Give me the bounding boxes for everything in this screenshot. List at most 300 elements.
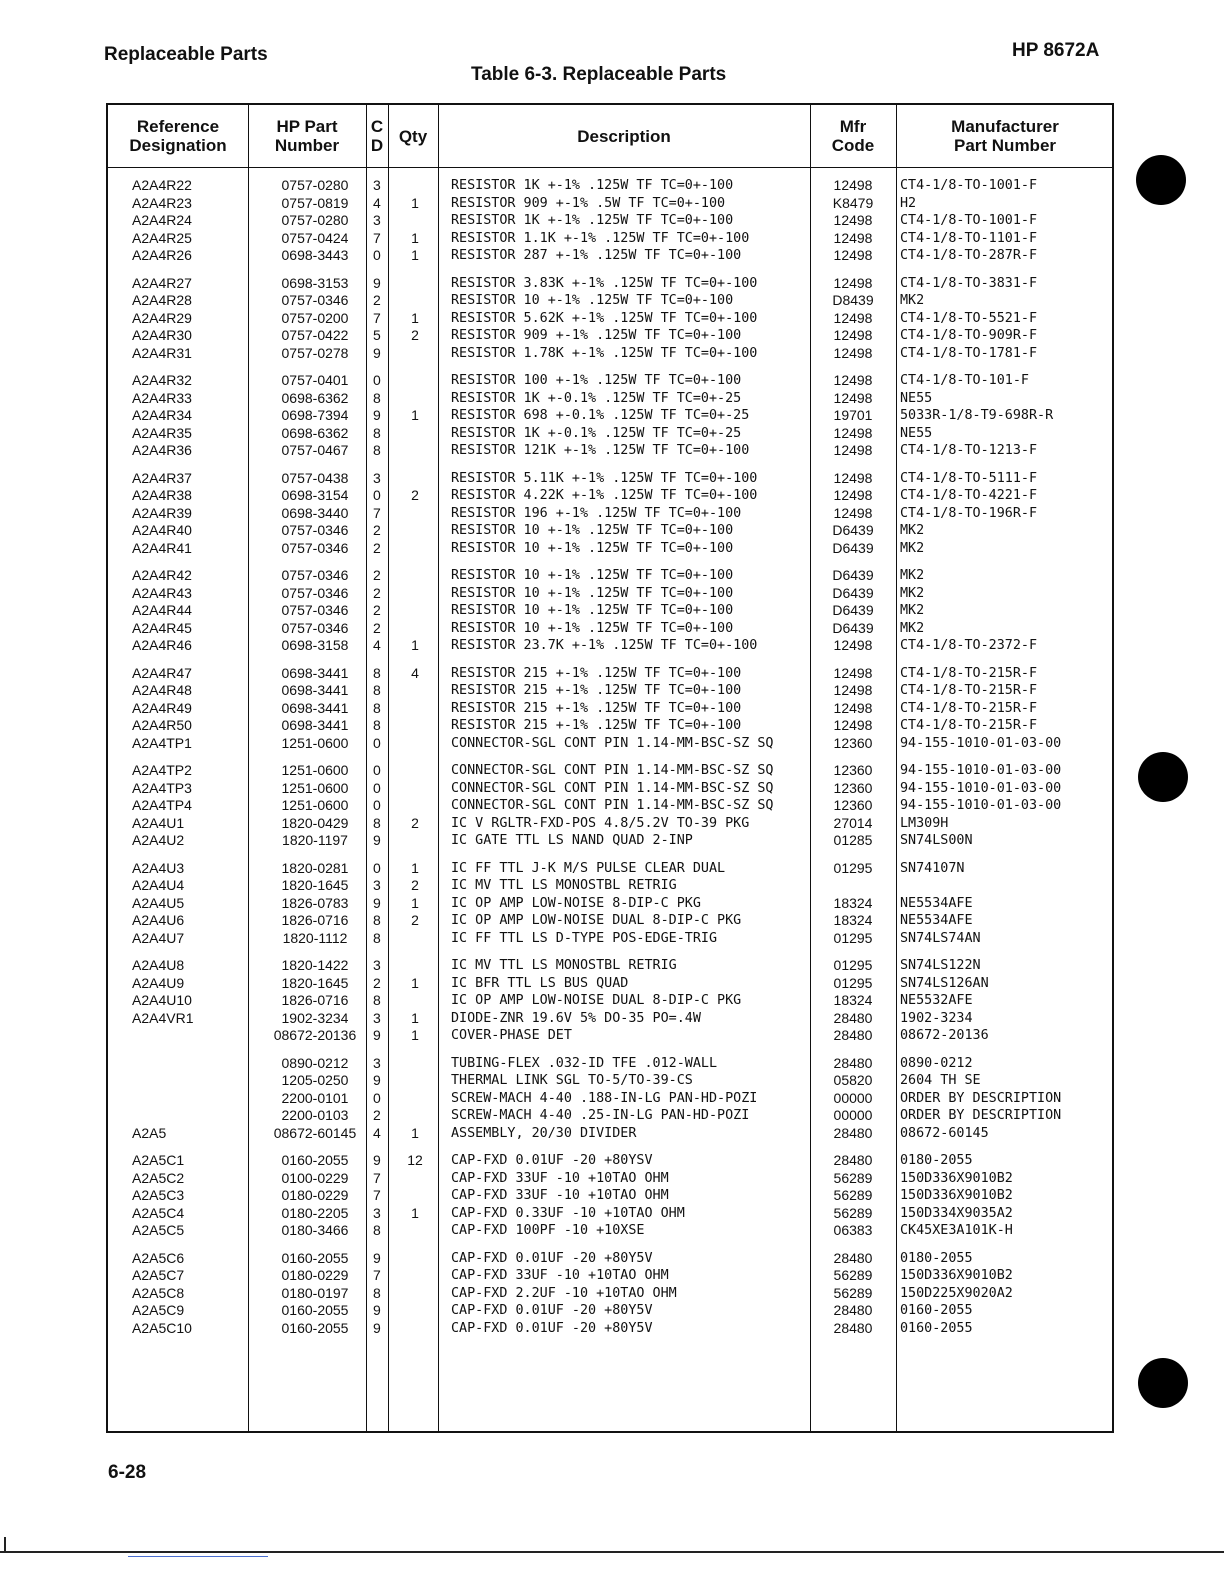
cell-mpn: 08672-60145 xyxy=(900,1125,989,1141)
cell-desc: IC GATE TTL LS NAND QUAD 2-INP xyxy=(451,833,693,848)
cell-ref: A2A4R39 xyxy=(132,504,192,521)
cell-desc: RESISTOR 215 +-1% .125W TF TC=0+-100 xyxy=(451,700,742,716)
cell-mfr: 12498 xyxy=(833,372,873,388)
table-row xyxy=(108,620,1112,638)
cell-part: 0100-0229 xyxy=(281,1169,349,1186)
table-row xyxy=(108,470,1112,488)
cell-desc: CAP-FXD 0.01UF -20 +80YSV xyxy=(451,1153,653,1168)
cell-mpn: ORDER BY DESCRIPTION xyxy=(900,1108,1062,1123)
cell-mpn: NE5534AFE xyxy=(900,913,973,928)
row-group xyxy=(108,665,1112,753)
cell-desc: IC MV TTL LS MONOSTBL RETRIG xyxy=(451,878,677,893)
cell-desc: RESISTOR 10 +-1% .125W TF TC=0+-100 xyxy=(451,523,734,538)
cell-qty: 4 xyxy=(411,664,419,681)
cell-desc: RESISTOR 121K +-1% .125W TF TC=0+-100 xyxy=(451,443,750,458)
cell-desc: IC OP AMP LOW-NOISE DUAL 8-DIP-C PKG xyxy=(451,913,742,928)
cell-part: 0160-2055 xyxy=(281,1302,349,1318)
cell-mpn: 150D336X9010B2 xyxy=(900,1170,1013,1186)
cell-part: 08672-20136 xyxy=(273,1027,357,1043)
table-row xyxy=(108,780,1112,798)
cell-cd: 0 xyxy=(373,1089,381,1106)
cell-cd: 3 xyxy=(373,1009,381,1026)
cell-part: 0698-3441 xyxy=(281,682,349,698)
cell-desc: IC OP AMP LOW-NOISE 8-DIP-C PKG xyxy=(451,895,701,911)
cell-mpn: 94-155-1010-01-03-00 xyxy=(900,798,1062,813)
cell-desc: CAP-FXD 0.01UF -20 +80Y5V xyxy=(451,1303,653,1318)
cell-ref: A2A4U9 xyxy=(132,974,185,991)
cell-mfr: 12498 xyxy=(833,327,873,343)
table-row xyxy=(108,1152,1112,1170)
cell-cd: 2 xyxy=(373,1107,381,1123)
cell-part: 1820-0429 xyxy=(281,814,349,831)
cell-ref: A2A5C4 xyxy=(132,1204,185,1221)
cell-qty: 2 xyxy=(411,912,419,928)
cell-part: 0180-0197 xyxy=(281,1284,349,1301)
cell-mpn: 0180-2055 xyxy=(900,1153,973,1168)
cell-cd: 9 xyxy=(373,407,381,423)
cell-mpn: CT4-1/8-TO-1101-F xyxy=(900,230,1038,246)
cell-mfr: 12498 xyxy=(833,274,873,291)
cell-mpn: MK2 xyxy=(900,585,925,601)
cell-part: 0698-3154 xyxy=(281,487,349,503)
cell-ref: A2A4U1 xyxy=(132,814,185,831)
cell-cd: 7 xyxy=(373,1267,381,1283)
table-row xyxy=(108,1107,1112,1125)
cell-qty: 1 xyxy=(411,247,419,263)
cell-desc: RESISTOR 5.62K +-1% .125W TF TC=0+-100 xyxy=(451,310,758,326)
table-row xyxy=(108,345,1112,363)
cell-part: 1251-0600 xyxy=(281,762,349,778)
cell-cd: 3 xyxy=(373,877,381,893)
cell-mpn: CT4-1/8-TO-215R-F xyxy=(900,718,1038,733)
cell-desc: CONNECTOR-SGL CONT PIN 1.14-MM-BSC-SZ SQ xyxy=(451,735,774,751)
cell-desc: RESISTOR 287 +-1% .125W TF TC=0+-100 xyxy=(451,248,742,263)
table-row xyxy=(108,522,1112,540)
col-header-description: Description xyxy=(577,126,671,146)
cell-cd: 4 xyxy=(373,1124,381,1141)
cell-ref: A2A4TP3 xyxy=(132,779,192,796)
cell-mfr: 12498 xyxy=(833,389,873,406)
cell-mfr: 00000 xyxy=(833,1089,873,1106)
cell-ref: A2A4R24 xyxy=(132,212,192,228)
cell-mfr: 18324 xyxy=(833,894,873,911)
cell-mpn: SN74107N xyxy=(900,860,965,876)
cell-mpn: CT4-1/8-TO-1781-F xyxy=(900,345,1038,361)
cell-cd: 3 xyxy=(373,957,381,973)
cell-ref: A2A4R35 xyxy=(132,424,192,441)
cell-mfr: 56289 xyxy=(833,1204,873,1221)
cell-mpn: MK2 xyxy=(900,293,925,308)
cell-part: 0757-0422 xyxy=(281,327,349,343)
cell-cd: 0 xyxy=(373,797,381,813)
col-header-cd: C D xyxy=(370,117,384,155)
cell-mfr: K8479 xyxy=(832,194,874,211)
cell-mpn: SN74LS00N xyxy=(900,833,973,848)
cell-part: 0757-0346 xyxy=(281,292,349,308)
cell-mfr: D6439 xyxy=(832,539,874,556)
cell-qty: 1 xyxy=(411,309,419,326)
cell-mfr: 28480 xyxy=(833,1124,873,1141)
cell-ref: A2A4R28 xyxy=(132,292,192,308)
cell-desc: RESISTOR 215 +-1% .125W TF TC=0+-100 xyxy=(451,665,742,681)
cell-cd: 3 xyxy=(373,469,381,486)
cell-cd: 2 xyxy=(373,539,381,556)
table-row xyxy=(108,230,1112,248)
cell-cd: 9 xyxy=(373,1152,381,1168)
cell-part: 1820-1645 xyxy=(281,974,349,991)
cell-ref: A2A4U4 xyxy=(132,877,185,893)
cell-mfr: 12498 xyxy=(833,309,873,326)
cell-mfr: 28480 xyxy=(833,1319,873,1336)
table-row xyxy=(108,1055,1112,1073)
cell-part: 0180-0229 xyxy=(281,1267,349,1283)
row-group xyxy=(108,1055,1112,1143)
cell-cd: 4 xyxy=(373,194,381,211)
cell-mfr: 12498 xyxy=(833,247,873,263)
row-group xyxy=(108,177,1112,265)
cell-part: 0180-0229 xyxy=(281,1187,349,1203)
cell-part: 1251-0600 xyxy=(281,734,349,751)
cell-ref: A2A4R40 xyxy=(132,522,192,538)
cell-desc: RESISTOR 196 +-1% .125W TF TC=0+-100 xyxy=(451,505,742,521)
cell-part: 0698-3443 xyxy=(281,247,349,263)
cell-part: 0160-2055 xyxy=(281,1319,349,1336)
cell-mpn: 0180-2055 xyxy=(900,1250,973,1266)
cell-mfr: 01285 xyxy=(833,832,873,848)
cell-ref: A2A5 xyxy=(132,1124,167,1141)
cell-cd: 0 xyxy=(373,859,381,876)
cell-ref: A2A4R44 xyxy=(132,602,192,618)
cell-part: 08672-60145 xyxy=(273,1124,357,1141)
cell-mpn: MK2 xyxy=(900,540,925,556)
cell-mfr: 28480 xyxy=(833,1009,873,1026)
table-row xyxy=(108,585,1112,603)
table-row xyxy=(108,877,1112,895)
cell-mpn: MK2 xyxy=(900,603,925,618)
cell-ref: A2A4R32 xyxy=(132,372,192,388)
table-row xyxy=(108,1250,1112,1268)
table-row xyxy=(108,177,1112,195)
cell-mfr: 19701 xyxy=(833,407,873,423)
cell-part: 0890-0212 xyxy=(281,1054,349,1071)
cell-ref: A2A4R49 xyxy=(132,699,192,716)
cell-part: 0757-0346 xyxy=(281,619,349,636)
cell-part: 1205-0250 xyxy=(281,1072,349,1088)
cell-mfr: 56289 xyxy=(833,1267,873,1283)
cell-desc: IC MV TTL LS MONOSTBL RETRIG xyxy=(451,958,677,973)
cell-desc: RESISTOR 215 +-1% .125W TF TC=0+-100 xyxy=(451,718,742,733)
cell-ref: A2A5C9 xyxy=(132,1302,185,1318)
cell-cd: 8 xyxy=(373,699,381,716)
cell-mpn: 0160-2055 xyxy=(900,1303,973,1318)
cell-mfr: 12498 xyxy=(833,487,873,503)
cell-mpn: 94-155-1010-01-03-00 xyxy=(900,735,1062,751)
cell-cd: 0 xyxy=(373,762,381,778)
table-row xyxy=(108,700,1112,718)
cell-desc: CONNECTOR-SGL CONT PIN 1.14-MM-BSC-SZ SQ xyxy=(451,798,774,813)
cell-ref: A2A4R41 xyxy=(132,539,192,556)
cell-ref: A2A4R27 xyxy=(132,274,192,291)
cell-ref: A2A4R34 xyxy=(132,407,192,423)
cell-cd: 0 xyxy=(373,779,381,796)
cell-mfr: 00000 xyxy=(833,1107,873,1123)
table-row xyxy=(108,860,1112,878)
cell-cd: 8 xyxy=(373,442,381,458)
cell-ref: A2A4TP1 xyxy=(132,734,192,751)
cell-part: 1820-1197 xyxy=(282,832,348,848)
cell-mpn: NE55 xyxy=(900,390,933,406)
cell-cd: 8 xyxy=(373,682,381,698)
cell-cd: 5 xyxy=(373,327,381,343)
cell-cd: 2 xyxy=(373,292,381,308)
cell-part: 0180-2205 xyxy=(281,1204,349,1221)
row-group xyxy=(108,860,1112,948)
cell-mpn: 150D336X9010B2 xyxy=(900,1188,1013,1203)
cell-mpn: CT4-1/8-TO-909R-F xyxy=(900,328,1038,343)
cell-part: 0160-2055 xyxy=(281,1249,349,1266)
table-row xyxy=(108,407,1112,425)
cell-part: 0757-0346 xyxy=(281,602,349,618)
scan-edge-mark xyxy=(128,1556,268,1557)
cell-part: 1820-1112 xyxy=(282,929,348,946)
cell-part: 0698-3153 xyxy=(281,274,349,291)
cell-cd: 9 xyxy=(373,832,381,848)
table-row xyxy=(108,815,1112,833)
cell-mfr: 01295 xyxy=(833,859,873,876)
cell-desc: RESISTOR 1.78K +-1% .125W TF TC=0+-100 xyxy=(451,345,758,361)
col-header-part-number: HP Part Number xyxy=(274,117,340,155)
cell-cd: 9 xyxy=(373,344,381,361)
cell-part: 1826-0716 xyxy=(281,912,349,928)
cell-part: 0757-0819 xyxy=(281,194,349,211)
cell-cd: 2 xyxy=(373,974,381,991)
cell-desc: CONNECTOR-SGL CONT PIN 1.14-MM-BSC-SZ SQ xyxy=(451,763,774,778)
cell-part: 2200-0101 xyxy=(281,1089,349,1106)
cell-mpn: NE5532AFE xyxy=(900,993,973,1008)
cell-mfr: 12360 xyxy=(833,734,873,751)
cell-ref: A2A4TP4 xyxy=(132,797,192,813)
row-group xyxy=(108,1152,1112,1240)
cell-cd: 2 xyxy=(373,522,381,538)
cell-part: 0757-0200 xyxy=(281,309,349,326)
cell-mpn: 5033R-1/8-T9-698R-R xyxy=(900,408,1054,423)
cell-mfr: 12498 xyxy=(833,212,873,228)
col-header-reference: Reference Designation xyxy=(129,117,227,155)
cell-ref: A2A5C8 xyxy=(132,1284,185,1301)
cell-qty: 2 xyxy=(411,814,419,831)
cell-cd: 8 xyxy=(373,929,381,946)
cell-part: 1820-1645 xyxy=(281,877,349,893)
cell-cd: 2 xyxy=(373,602,381,618)
table-row xyxy=(108,1320,1112,1338)
cell-qty: 2 xyxy=(411,877,419,893)
cell-desc: IC V RGLTR-FXD-POS 4.8/5.2V TO-39 PKG xyxy=(451,815,750,831)
cell-cd: 9 xyxy=(373,1319,381,1336)
cell-mfr: 12498 xyxy=(833,229,873,246)
table-title: Table 6-3. Replaceable Parts xyxy=(471,64,727,85)
cell-desc: RESISTOR 10 +-1% .125W TF TC=0+-100 xyxy=(451,568,734,583)
cell-ref: A2A4R46 xyxy=(132,637,192,653)
cell-desc: RESISTOR 10 +-1% .125W TF TC=0+-100 xyxy=(451,540,734,556)
cell-mfr: 12498 xyxy=(833,424,873,441)
cell-cd: 0 xyxy=(373,487,381,503)
table-row xyxy=(108,992,1112,1010)
cell-ref: A2A5C5 xyxy=(132,1222,185,1238)
cell-desc: CAP-FXD 33UF -10 +10TAO OHM xyxy=(451,1188,669,1203)
table-row xyxy=(108,1267,1112,1285)
cell-mpn: CT4-1/8-TO-1001-F xyxy=(900,178,1038,193)
cell-qty: 1 xyxy=(411,229,419,246)
binder-hole-icon xyxy=(1138,752,1188,802)
table-row xyxy=(108,735,1112,753)
cell-mpn: CT4-1/8-TO-215R-F xyxy=(900,665,1038,681)
cell-mfr: 12498 xyxy=(833,504,873,521)
cell-mfr: 28480 xyxy=(833,1152,873,1168)
cell-part: 0698-7394 xyxy=(281,407,349,423)
cell-cd: 8 xyxy=(373,424,381,441)
cell-desc: CAP-FXD 0.01UF -20 +80Y5V xyxy=(451,1250,653,1266)
cell-mfr: 56289 xyxy=(833,1169,873,1186)
cell-cd: 7 xyxy=(373,1187,381,1203)
cell-ref: A2A4R33 xyxy=(132,389,192,406)
cell-part: 0698-3440 xyxy=(281,504,349,521)
cell-desc: CAP-FXD 2.2UF -10 +10TAO OHM xyxy=(451,1285,677,1301)
cell-cd: 8 xyxy=(373,912,381,928)
cell-desc: TUBING-FLEX .032-ID TFE .012-WALL xyxy=(451,1055,718,1071)
cell-cd: 7 xyxy=(373,309,381,326)
table-row xyxy=(108,1027,1112,1045)
cell-mpn: LM309H xyxy=(900,815,949,831)
cell-desc: RESISTOR 1K +-1% .125W TF TC=0+-100 xyxy=(451,213,734,228)
table-row xyxy=(108,1170,1112,1188)
cell-qty: 2 xyxy=(411,487,419,503)
header-rule xyxy=(108,167,1112,168)
cell-part: 0698-3441 xyxy=(281,664,349,681)
cell-part: 1902-3234 xyxy=(281,1009,349,1026)
table-row xyxy=(108,195,1112,213)
cell-cd: 8 xyxy=(373,1222,381,1238)
cell-mfr: 12498 xyxy=(833,442,873,458)
cell-cd: 0 xyxy=(373,734,381,751)
cell-part: 0757-0346 xyxy=(281,522,349,538)
cell-part: 2200-0103 xyxy=(281,1107,349,1123)
row-group xyxy=(108,275,1112,363)
row-group xyxy=(108,470,1112,558)
cell-desc: IC OP AMP LOW-NOISE DUAL 8-DIP-C PKG xyxy=(451,993,742,1008)
table-row xyxy=(108,1302,1112,1320)
cell-mpn: 0890-0212 xyxy=(900,1055,973,1071)
table-row xyxy=(108,957,1112,975)
table-row xyxy=(108,390,1112,408)
cell-mpn: H2 xyxy=(900,195,917,211)
row-group xyxy=(108,567,1112,655)
cell-mpn: CT4-1/8-TO-215R-F xyxy=(900,700,1038,716)
cell-mfr: D6439 xyxy=(832,567,874,583)
cell-desc: CAP-FXD 0.01UF -20 +80Y5V xyxy=(451,1320,653,1336)
cell-mpn: SN74LS126AN xyxy=(900,975,989,991)
cell-mpn: MK2 xyxy=(900,568,925,583)
cell-ref: A2A4U10 xyxy=(132,992,192,1008)
cell-ref: A2A5C10 xyxy=(132,1319,192,1336)
table-row xyxy=(108,1010,1112,1028)
cell-desc: RESISTOR 100 +-1% .125W TF TC=0+-100 xyxy=(451,373,742,388)
table-row xyxy=(108,1222,1112,1240)
cell-mfr: 56289 xyxy=(833,1187,873,1203)
table-row xyxy=(108,1072,1112,1090)
cell-ref: A2A4U6 xyxy=(132,912,185,928)
cell-mfr: 18324 xyxy=(833,912,873,928)
page-number: 6-28 xyxy=(108,1462,147,1483)
scan-edge-tick xyxy=(4,1537,6,1553)
cell-ref: A2A4R22 xyxy=(132,177,192,193)
cell-ref: A2A4R31 xyxy=(132,344,192,361)
cell-desc: CAP-FXD 33UF -10 +10TAO OHM xyxy=(451,1268,669,1283)
cell-mpn: SN74LS122N xyxy=(900,958,981,973)
cell-mpn: CT4-1/8-TO-5521-F xyxy=(900,310,1038,326)
cell-mpn: MK2 xyxy=(900,523,925,538)
cell-desc: THERMAL LINK SGL TO-5/TO-39-CS xyxy=(451,1073,693,1088)
cell-mfr: 01295 xyxy=(833,929,873,946)
col-header-mfr-code: Mfr Code xyxy=(831,117,875,155)
cell-ref: A2A5C1 xyxy=(132,1152,185,1168)
cell-part: 0698-6362 xyxy=(281,389,349,406)
cell-mfr: 01295 xyxy=(833,974,873,991)
cell-qty: 1 xyxy=(411,894,419,911)
cell-desc: RESISTOR 1K +-1% .125W TF TC=0+-100 xyxy=(451,178,734,193)
cell-part: 0757-0280 xyxy=(281,177,349,193)
cell-mfr: 12498 xyxy=(833,699,873,716)
cell-cd: 9 xyxy=(373,1027,381,1043)
table-row xyxy=(108,912,1112,930)
cell-mfr: 12498 xyxy=(833,469,873,486)
cell-qty: 1 xyxy=(411,974,419,991)
cell-mpn: 94-155-1010-01-03-00 xyxy=(900,780,1062,796)
cell-ref: A2A4R50 xyxy=(132,717,192,733)
cell-mfr: 05820 xyxy=(833,1072,873,1088)
row-group xyxy=(108,762,1112,850)
cell-desc: SCREW-MACH 4-40 .25-IN-LG PAN-HD-POZI xyxy=(451,1108,750,1123)
cell-cd: 9 xyxy=(373,274,381,291)
cell-cd: 9 xyxy=(373,1072,381,1088)
cell-mpn: CT4-1/8-TO-287R-F xyxy=(900,248,1038,263)
cell-cd: 8 xyxy=(373,717,381,733)
cell-part: 0698-3158 xyxy=(281,637,349,653)
cell-mfr: D6439 xyxy=(832,602,874,618)
table-row xyxy=(108,425,1112,443)
cell-ref: A2A4R47 xyxy=(132,664,192,681)
cell-cd: 8 xyxy=(373,1284,381,1301)
cell-ref: A2A4R23 xyxy=(132,194,192,211)
cell-mfr: 28480 xyxy=(833,1249,873,1266)
cell-part: 0160-2055 xyxy=(281,1152,349,1168)
cell-part: 0757-0467 xyxy=(281,442,349,458)
cell-mpn: 0160-2055 xyxy=(900,1320,973,1336)
cell-cd: 4 xyxy=(373,637,381,653)
cell-qty: 1 xyxy=(411,407,419,423)
cell-ref: A2A5C6 xyxy=(132,1249,185,1266)
cell-desc: RESISTOR 10 +-1% .125W TF TC=0+-100 xyxy=(451,603,734,618)
cell-mpn: SN74LS74AN xyxy=(900,930,981,946)
cell-desc: IC BFR TTL LS BUS QUAD xyxy=(451,975,629,991)
cell-part: 0757-0346 xyxy=(281,567,349,583)
cell-mfr: D6439 xyxy=(832,522,874,538)
table-row xyxy=(108,442,1112,460)
cell-ref: A2A4R29 xyxy=(132,309,192,326)
table-row xyxy=(108,717,1112,735)
cell-mpn: 1902-3234 xyxy=(900,1010,973,1026)
cell-desc: RESISTOR 10 +-1% .125W TF TC=0+-100 xyxy=(451,620,734,636)
cell-ref: A2A4R30 xyxy=(132,327,192,343)
